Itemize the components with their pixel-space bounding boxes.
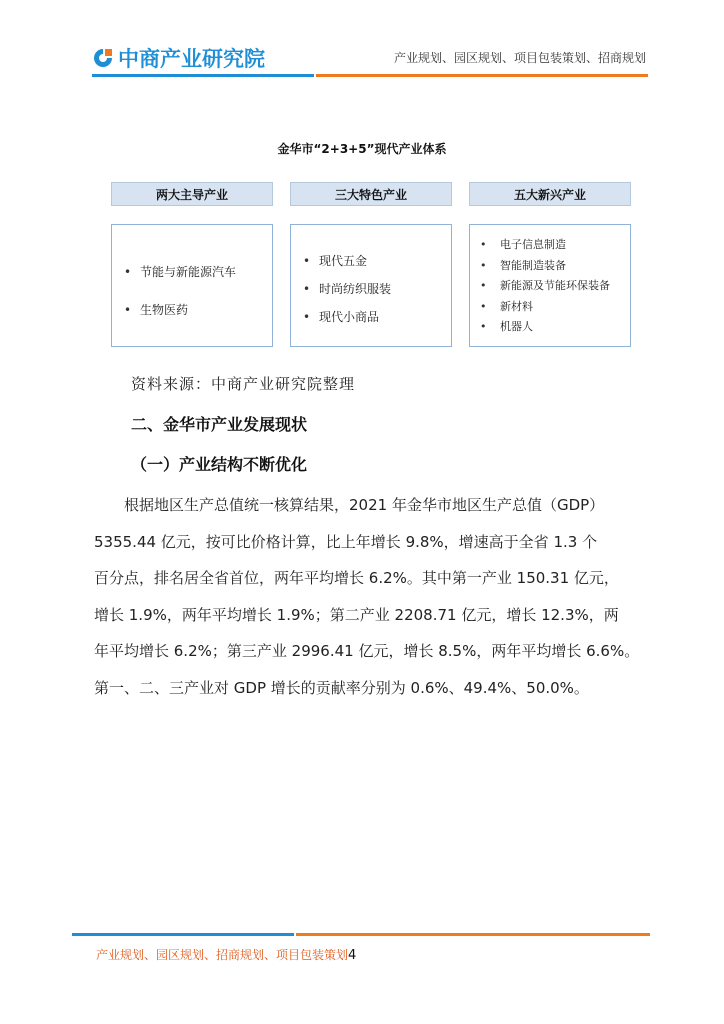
list-item: • 节能与新能源汽车 bbox=[112, 253, 272, 291]
paragraph-line bbox=[94, 597, 650, 634]
column-box-emerging bbox=[469, 224, 631, 347]
paragraph-line-text: 第一、二、三产业对 GDP 增长的贡献率分别为 0.6%、49.4%、50.0%。 bbox=[94, 678, 589, 697]
body-paragraph bbox=[94, 487, 650, 706]
paragraph-line bbox=[94, 633, 650, 670]
column-heading-emerging: 五大新兴产业 bbox=[469, 182, 631, 206]
column-box-featured bbox=[290, 224, 452, 347]
paragraph-line-text: 5355.44 亿元，按可比价格计算，比上年增长 9.8%，增速高于全省 1.3 个 bbox=[94, 532, 598, 551]
section-heading: 二、金华市产业发展现状 bbox=[131, 415, 308, 434]
paragraph-line-text: 年平均增长 6.2%；第三产业 2996.41 亿元，增长 8.5%，两年平均增长 6.6%。 bbox=[94, 642, 640, 660]
footer-tagline: 产业规划、园区规划、招商规划、项目包装策划 bbox=[96, 948, 349, 962]
list-item: • 机器人 bbox=[470, 317, 630, 338]
list-item: • 生物医药 bbox=[112, 291, 272, 329]
page-number: 4 bbox=[348, 948, 357, 963]
column-box-leading bbox=[111, 224, 273, 347]
list-item: • 电子信息制造 bbox=[470, 235, 630, 256]
paragraph-line-text: 增长 1.9%，两年平均增长 1.9%；第二产业 2208.71 亿元，增长 12.3%，两 bbox=[94, 605, 619, 624]
paragraph-line bbox=[94, 560, 650, 597]
header-divider-orange bbox=[316, 74, 648, 77]
header-tagline: 产业规划、园区规划、项目包装策划、招商规划 bbox=[393, 51, 646, 65]
list-item: • 现代小商品 bbox=[291, 303, 451, 331]
paragraph-line bbox=[94, 670, 650, 707]
list-item: • 时尚纺织服装 bbox=[291, 275, 451, 303]
subsection-heading: （一）产业结构不断优化 bbox=[131, 455, 308, 474]
list-item: • 现代五金 bbox=[291, 247, 451, 275]
column-heading-leading: 两大主导产业 bbox=[111, 182, 273, 206]
logo-text: 中商产业研究院 bbox=[118, 47, 265, 71]
paragraph-line-text: 百分点，排名居全省首位，两年平均增长 6.2%。其中第一产业 150.31 亿元， bbox=[94, 569, 619, 587]
paragraph-line bbox=[94, 487, 650, 524]
list-item: • 新材料 bbox=[470, 297, 630, 318]
list-item: • 新能源及节能环保装备 bbox=[470, 276, 630, 297]
logo-icon bbox=[92, 47, 114, 69]
paragraph-line-text: 根据地区生产总值统一核算结果，2021 年金华市地区生产总值（GDP） bbox=[94, 496, 605, 514]
paragraph-line bbox=[94, 524, 650, 561]
figure-title: 金华市“2+3+5”现代产业体系 bbox=[277, 142, 447, 156]
source-note: 资料来源：中商产业研究院整理 bbox=[131, 375, 356, 393]
footer-divider-orange bbox=[296, 933, 650, 936]
footer bbox=[96, 946, 356, 963]
logo bbox=[92, 43, 265, 73]
header-divider-blue bbox=[92, 74, 314, 77]
footer-divider-blue bbox=[72, 933, 294, 936]
list-item: • 智能制造装备 bbox=[470, 256, 630, 277]
column-heading-featured: 三大特色产业 bbox=[290, 182, 452, 206]
